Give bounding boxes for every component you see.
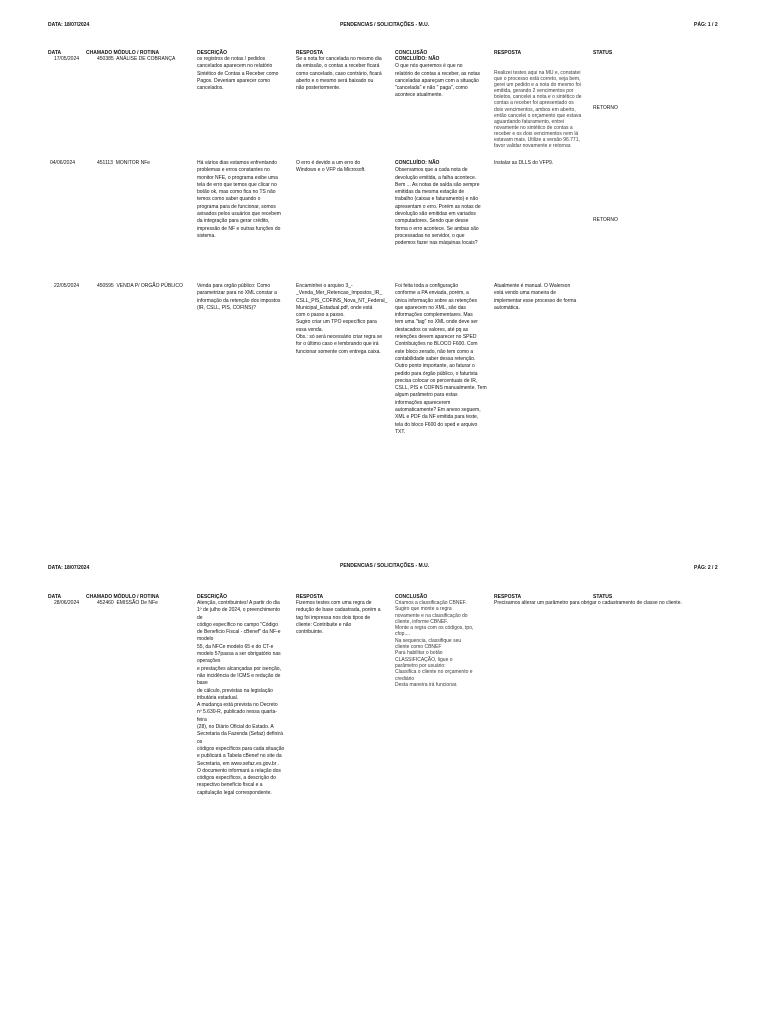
- col-header-resposta-2: RESPOSTA: [494, 594, 522, 600]
- col-header-status: STATUS: [593, 594, 613, 600]
- cell-resposta: Se a nota for cancelada no mesmo dia da emissão, o contas a receber ficará como cancelado, caso contrário, ficará aberto e o mesmo será baixado ou não posteriormente.: [296, 56, 382, 92]
- cell-data: 22/05/2024: [54, 283, 80, 289]
- report-date: DATA: 18/07/2024: [48, 22, 90, 28]
- col-header-conclusao: CONCLUSÃO: [395, 594, 428, 600]
- col-header-resposta: RESPOSTA: [296, 50, 324, 56]
- cell-chamado-modulo: 452460 EMISSÃO De NFe: [97, 600, 158, 606]
- cell-resposta-2: Realizei testes aqui na MU e, constatei que o processo está correto, veja bem, gerei um pedido e a nota do mesmo foi emitida, gerando 2 vencimentos por boletos, cancelei a nota e o sintético de contas a receber foi apresentado os dois vencimentos, ambos em aberto, então cancelei o orçamento que estava aguardando faturamento, entrei novamente no sintético de contas a receber e os dois vencimentos nem lá estavam mais. Utilize a versão 96.771, favor validar novamente e retornar.: [494, 70, 582, 150]
- report-title: PENDENCIAS / SOLICITAÇÕES - M.U.: [340, 563, 430, 569]
- cell-conclusao: O que nós queremos é que no relatório de contas a receber, as notas canceladas apareçam com a situação "cancelada" e não " paga", como acontece atualmente.: [395, 63, 481, 99]
- col-header-conclusao: CONCLUSÃO: [395, 50, 428, 56]
- col-header-status: STATUS: [593, 50, 613, 56]
- cell-chamado-modulo: 450595 VENDA P/ ORGÃO PÚBLICO: [97, 283, 183, 289]
- col-header-descricao: DESCRIÇÃO: [197, 594, 228, 600]
- cell-descricao: os registros de notas / pedidos cancelados aparecem no relatório Sintético de Contas a Receber como Pagos. Deveriam aparecer como cancelados.: [197, 56, 279, 92]
- cell-descricao: Há vários dias estamos enfrentando problemas e erros constantes no monitor NFE, o programa exibe uma tela de erro que temos que clicar no botão ok, mas como fica no TS não temos como saber quando o programa para de funcionar, somos avisados pelos usuários que recebem da integração para gerar crédito, impressão de NF e outras funções do sistema.: [197, 160, 281, 239]
- cell-data: 17/05/2024: [54, 56, 80, 62]
- cell-resposta-2: Precisamos alterar um parâmetro para obrigar o cadastramento de classe no cliente.: [494, 600, 682, 606]
- cell-resposta-2: Atualmente é manual. O Walerson está vendo uma maneira de implementar esse processo de forma automática.: [494, 283, 577, 311]
- col-header-chamado-modulo: CHAMADO MÓDULO / ROTINA: [86, 594, 160, 600]
- report-title: PENDENCIAS / SOLICITAÇÕES - M.U.: [340, 22, 430, 28]
- cell-chamado-modulo: 450385 ANÁLISE DE COBRANÇA: [97, 56, 176, 62]
- cell-conclusao-title: CONCLUÍDO: NÃO: [395, 160, 440, 166]
- col-header-data: DATA: [48, 50, 62, 56]
- cell-resposta: Encaminhei o arquivo 3_- _Venda_Mer_Retencao_Impostos_IR_ CSLL_PIS_COFINS_Nova_NT_Federal_ Municipal_Estadual.pdf, onde está com o passo a passo. Sugiro criar um TPO específico para essa venda. Obs.: só será necessário criar regra se for o último caso e lembrando que irá funcionar somente com entrega caixa.: [296, 283, 388, 355]
- cell-data: 04/06/2024: [50, 160, 76, 166]
- cell-conclusao: Foi feita toda a configuração conforme a PA enviada, porém, a única informação sobre as retenções que aparecem no XML, são das informações complementares. Mas tem uma "tag" no XML onde deve ser destacados os valores, até pq as retenções devem aparecer no SPED Contribuições no BLOCO F600. Com este bloco zerado, não tem como a contabilidade saber dessa retenção. Outro ponto importante, ao faturar o pedido para órgão público, o faturista precisa colocar os percentuais de IR, CSLL, PIS e COFINS manualmente. Tem algum parâmetro para estas informações aparecerem automaticamente? Em anexo seguem, XML e PDF da NF emitida para teste, tela do bloco F600 do sped e arquivo TXT.: [395, 283, 487, 435]
- cell-chamado-modulo: 451113 MONITOR NFe: [97, 160, 151, 166]
- cell-resposta: O erro é devido a um erro do Windows e o VFP da Microsoft.: [296, 160, 366, 174]
- cell-conclusao: Criamos a classificação CBNEF. Sugiro que monte a regra novamente e na classificação do cliente, informe CBNEF. Monte a regra com os códigos, tpo, cfop.... Na sequencia, classifique seu cliente como CBNEF Para habilitar o botão CLASSIFICAÇÃO, ligue o parâmetro por usuário: Classifica o cliente no orçamento e crediário Desta maneira irá funcionar.: [395, 600, 474, 688]
- col-header-chamado-modulo: CHAMADO MÓDULO / ROTINA: [86, 50, 160, 56]
- report-date: DATA: 18/07/2024: [48, 565, 90, 571]
- cell-conclusao-title: CONCLUÍDO: NÃO: [395, 56, 440, 62]
- col-header-descricao: DESCRIÇÃO: [197, 50, 228, 56]
- col-header-data: DATA: [48, 594, 62, 600]
- cell-descricao: Venda para orgão público: Como parametrizar para no XML constar a informação da retenção dos impostos (IR, CSLL, PIS, COFINS)?: [197, 283, 281, 311]
- page-number: PÁG: 2 / 2: [694, 565, 718, 571]
- cell-data: 28/06/2024: [54, 600, 80, 606]
- cell-descricao: Atenção, contribuintes! A partir do dia 1º de julho de 2024, o preenchimento de código específico no campo "Código de Benefício Fiscal - cBenef" da NF-e modelo 55, da NFCe modelo 65 e do CT-e modelo 57passa a ser obrigatório nas operações e prestações alcançadas por isenção, não incidência de ICMS e redução de base de cálculo, previstas na legislação tributária estadual. A mudança está prevista no Decreto nº 5.630-R, publicado nessa quarta- feira (28), no Diário Oficial do Estado. A Secretaria da Fazenda (Sefaz) definirá os códigos específicos para cada situação e publicará a Tabela cBenef no site da Secretaria, em www.sefaz.es.gov.br . O documento informará a relação dos códigos específicos, a descrição do respectivo benefício fiscal e a capitulação legal correspondente.: [197, 600, 285, 796]
- cell-resposta: Fizemos testes com uma regra de redução de base cadastrada, porém a tag foi impressa nos dois tipos de cliente: Contribuite e não contribuinte.: [296, 600, 381, 636]
- col-header-resposta-2: RESPOSTA: [494, 50, 522, 56]
- cell-conclusao: Observamos que a cada nota de devolução emitida, a falha acontece. Bem ... As notas de saída são sempre emitidas da mesma estação de trabalho (caixas e faturamento) e não apresentam o erro. Porém as notas de devolução são emitidas em variados computadores. Sendo que desse forma o erro acontece. Se ambas são processadas no servidor, o que podemos fazer nas máquinas locais?: [395, 167, 481, 247]
- cell-status: RETORNO: [593, 217, 618, 223]
- col-header-resposta: RESPOSTA: [296, 594, 324, 600]
- page-number: PÁG: 1 / 2: [694, 22, 718, 28]
- cell-status: RETORNO: [593, 105, 618, 111]
- cell-resposta-2: Instalar as DLLS do VFP9.: [494, 160, 554, 166]
